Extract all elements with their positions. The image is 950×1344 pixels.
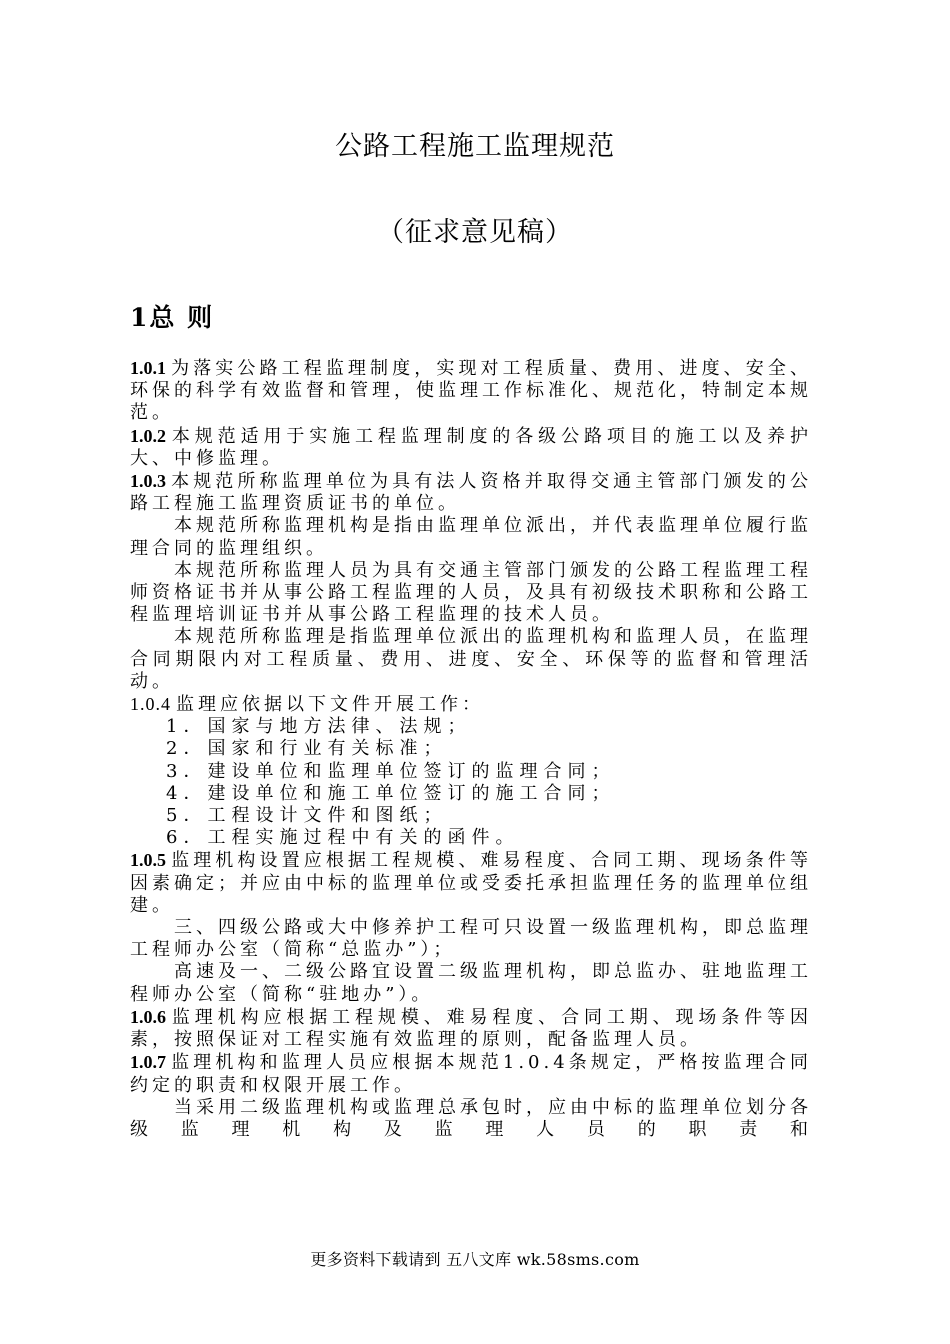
page-footer: 更多资料下载请到 五八文库 wk.58sms.com (310, 1250, 640, 1269)
clause-1-0-7 (130, 1051, 812, 1096)
list-item: 6．工程实施过程中有关的函件。 (166, 827, 520, 849)
clause-number: 1.0.1 (130, 358, 166, 378)
list-item: 2．国家和行业有关标准； (166, 738, 448, 760)
list-item: 4．建设单位和施工单位签订的施工合同； (166, 782, 616, 804)
paragraph: 本规范所称监理机构是指由监理单位派出，并代表监理单位履行监理合同的监理组织。 (130, 515, 812, 559)
clause-text: 本规范适用于实施工程监理制度的各级公路项目的施工以及养护大、中修监理。 (130, 425, 812, 469)
clause-text: 监理机构和监理人员应根据本规范1.0.4条规定，严格按监理合同约定的职责和权限开展工作。 (130, 1052, 812, 1096)
clause-text: 本规范所称监理单位为具有法人资格并取得交通主管部门颁发的公路工程施工监理资质证书的单位。 (130, 471, 812, 515)
clause-number: 1.0.2 (130, 425, 166, 446)
document-title: 公路工程施工监理规范 (335, 131, 615, 162)
clause-number: 1.0.3 (130, 471, 166, 492)
paragraph: 本规范所称监理是指监理单位派出的监理机构和监理人员，在监理合同期限内对工程质量、费用、进度、安全、环保等的监督和管理活动。 (130, 626, 812, 692)
clause-number: 1.0.7 (130, 1052, 166, 1073)
list-item: 3．建设单位和监理单位签订的监理合同； (166, 760, 616, 782)
list-item: 5．工程设计文件和图纸； (166, 805, 448, 827)
clause-1-0-6 (130, 1006, 812, 1051)
clause-1-0-1 (130, 357, 812, 425)
paragraph: 高速及一、二级公路宜设置二级监理机构，即总监办、驻地监理工程师办公室（简称“驻地办”）。 (130, 961, 812, 1005)
clause-number: 1.0.6 (130, 1006, 166, 1027)
clause-text: 监理机构应根据工程规模、难易程度、合同工期、现场条件等因素，按照保证对工程实施有效监理的原则，配备监理人员。 (130, 1006, 812, 1051)
paragraph: 本规范所称监理人员为具有交通主管部门颁发的公路工程监理工程师资格证书并从事公路工程监理的人员，及具有初级技术职称和公路工程监理培训证书并从事公路工程监理的技术人员。 (130, 559, 812, 626)
clause-1-0-2 (130, 425, 812, 470)
clause-1-0-5 (130, 849, 812, 917)
paragraph: 三、四级公路或大中修养护工程可只设置一级监理机构，即总监理工程师办公室（简称“总监办”）； (130, 917, 812, 961)
document-body (130, 357, 812, 1141)
clause-number: 1.0.4 (130, 694, 171, 715)
paragraph: 当采用二级监理机构或监理总承包时，应由中标的监理单位划分各级监理机构及监理人员的职责和 (130, 1096, 812, 1140)
list-item: 1．国家与地方法律、法规； (166, 716, 472, 738)
clause-1-0-4 (130, 693, 812, 716)
chapter-heading: 1总 则 (130, 303, 215, 332)
clause-text: 为落实公路工程监理制度，实现对工程质量、费用、进度、安全、环保的科学有效监督和管理，使监理工作标准化、规范化，特制定本规范。 (130, 358, 812, 424)
clause-text: 监理机构设置应根据工程规模、难易程度、合同工期、现场条件等因素确定；并应由中标的监理单位或受委托承担监理任务的监理单位组建。 (130, 850, 812, 916)
document-subtitle: （征求意见稿） (377, 217, 573, 248)
clause-1-0-3 (130, 470, 812, 515)
clause-text: 监理应依据以下文件开展工作： (176, 694, 484, 716)
clause-number: 1.0.5 (130, 850, 166, 871)
